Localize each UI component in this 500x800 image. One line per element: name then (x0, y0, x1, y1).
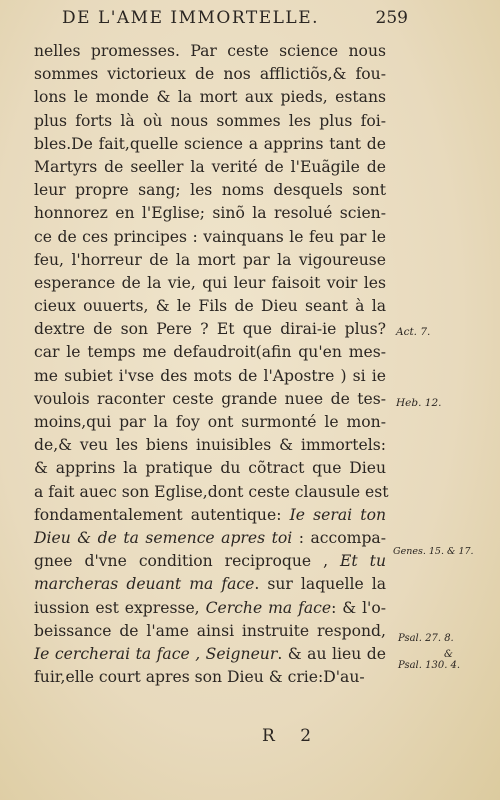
text-line: ce de ces principes : vainquans le feu par le (34, 227, 386, 246)
text-line: lons le monde & la mort aux pieds, estans (34, 88, 386, 107)
text-line: plus forts là où nous sommes les plus foi- (34, 111, 386, 130)
signature-mark: R 2 (262, 726, 322, 746)
italic-quote: Cerche ma face (205, 598, 332, 617)
margin-note-psal-amp: & (444, 649, 453, 660)
text-line: nelles promesses. Par ceste science nous (34, 42, 386, 60)
text-line: fuir,elle court apres son Dieu & crie:D'au- (34, 668, 365, 687)
margin-note-genes: Genes. 15. & 17. (393, 546, 474, 557)
text-line: feu, l'horreur de la mort par la vigoureuse (34, 250, 386, 269)
text-line: marcheras deuant ma face. sur laquelle la (34, 575, 386, 594)
italic-quote: Dieu & de ta semence apres toi (34, 528, 293, 547)
italic-quote: marcheras deuant ma face (34, 575, 255, 594)
italic-quote: Ie cercherai ta face , Seigneur (34, 644, 278, 663)
italic-quote: Et tu (340, 552, 386, 571)
text-line: moins,qui par la foy ont surmonté le mon- (34, 413, 386, 431)
text-line: cieux ouuerts, & le Fils de Dieu seant à la (34, 297, 386, 316)
margin-note-heb: Heb. 12. (396, 397, 442, 409)
text-line: bles.De fait,quelle science a apprins tant de (34, 134, 386, 153)
italic-quote: Ie serai ton (289, 505, 387, 524)
text-line: car le temps me defaudroit(afin qu'en mes- (34, 343, 386, 362)
text-line: beissance de l'ame ainsi instruite respond, (34, 621, 386, 640)
text-line: gnee d'vne condition reciproque , Et tu (34, 552, 386, 571)
margin-note-psal-1: Psal. 27. 8. (398, 633, 454, 644)
text-line: esperance de la vie, qui leur faisoit voir les (34, 273, 386, 292)
text-line: Ie cercherai ta face , Seigneur. & au lieu de (34, 644, 386, 663)
margin-note-act: Act. 7. (396, 326, 431, 338)
text-line: sommes victorieux de nos afflictiõs,& fou- (34, 65, 386, 84)
text-line: fondamentalement autentique: Ie serai ton (34, 505, 387, 524)
page-header (62, 8, 408, 28)
text-line: iussion est expresse, Cerche ma face: & l'o- (34, 598, 387, 617)
text-line: a fait auec son Eglise,dont ceste clausule est (34, 482, 389, 501)
text-line: leur propre sang; les noms desquels sont (34, 181, 386, 200)
text-line: Dieu & de ta semence apres toi : accompa- (34, 528, 387, 547)
text-line: voulois raconter ceste grande nuee de tes- (34, 389, 386, 408)
running-title: DE L'AME IMMORTELLE. (62, 8, 320, 28)
text-line: de,& veu les biens inuisibles & immortels: (34, 436, 386, 455)
text-line: honnorez en l'Eglise; sinõ la resolué scien- (34, 204, 386, 223)
body-text (34, 40, 389, 689)
text-line: dextre de son Pere ? Et que dirai-ie plus? (34, 320, 386, 339)
text-line: Martyrs de seeller la verité de l'Euãgile de (34, 157, 386, 176)
text-line: me subiet i'vse des mots de l'Apostre ) si ie (34, 366, 386, 385)
text-line: & apprins la pratique du cõtract que Dieu (34, 459, 386, 478)
page-number: 259 (375, 8, 408, 28)
margin-note-psal-2: Psal. 130. 4. (398, 660, 461, 671)
